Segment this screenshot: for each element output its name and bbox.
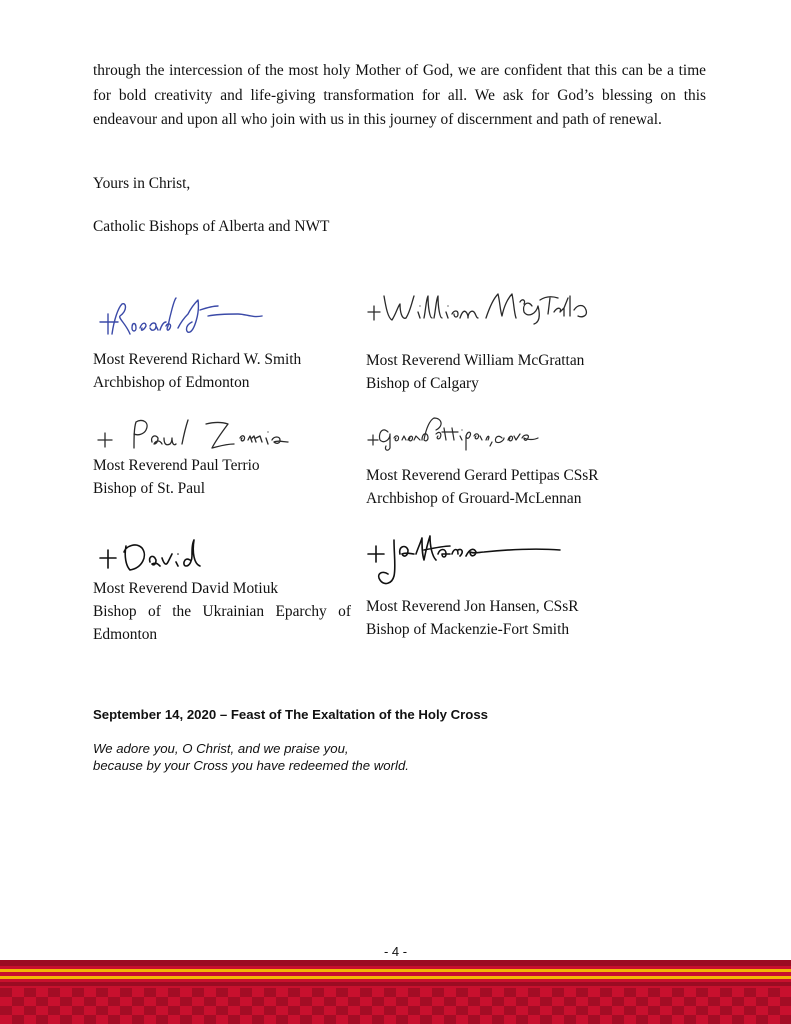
- footer-pattern-block: [660, 1015, 672, 1024]
- footer-pattern-block: [468, 997, 480, 1006]
- footer-pattern-block: [648, 1006, 660, 1015]
- signature-gerard-pettipas: [364, 412, 554, 454]
- footer-pattern-block: [444, 997, 456, 1006]
- feast-date: September 14, 2020 – Feast of The Exaltation of the Holy Cross: [93, 707, 489, 722]
- footer-pattern-block: [576, 1006, 588, 1015]
- signatory-name: Most Reverend Paul Terrio: [93, 457, 260, 474]
- footer-pattern-block: [108, 997, 120, 1006]
- footer-pattern-block: [336, 988, 348, 997]
- footer-pattern-block: [240, 988, 252, 997]
- footer-pattern-block: [216, 1006, 228, 1015]
- footer-block-pattern: [0, 988, 791, 1024]
- footer-pattern-block: [348, 997, 360, 1006]
- footer-pattern-block: [540, 997, 552, 1006]
- footer-pattern-block: [36, 997, 48, 1006]
- footer-pattern-block: [60, 997, 72, 1006]
- footer-pattern-block: [516, 997, 528, 1006]
- signatory-name: Most Reverend Richard W. Smith: [93, 351, 302, 368]
- footer-pattern-block: [600, 1006, 612, 1015]
- footer-pattern-block: [180, 997, 192, 1006]
- footer-pattern-block: [84, 997, 96, 1006]
- footer-pattern-block: [528, 988, 540, 997]
- footer-pattern-block: [300, 997, 312, 1006]
- footer-pattern-block: [672, 1006, 684, 1015]
- footer-pattern-block: [516, 1015, 528, 1024]
- footer-pattern-block: [228, 1015, 240, 1024]
- footer-pattern-block: [708, 1015, 720, 1024]
- footer-pattern-block: [288, 988, 300, 997]
- footer-pattern-block: [372, 997, 384, 1006]
- footer-pattern-block: [636, 1015, 648, 1024]
- footer-pattern-block: [252, 997, 264, 1006]
- footer-pattern-block: [384, 1006, 396, 1015]
- footer-pattern-block: [312, 1006, 324, 1015]
- prayer-line-1: We adore you, O Christ, and we praise you,: [93, 741, 349, 756]
- prayer-line-2: because by your Cross you have redeemed the world.: [93, 758, 409, 773]
- footer-pattern-block: [600, 988, 612, 997]
- footer-pattern-block: [12, 997, 24, 1006]
- footer-pattern-block: [132, 997, 144, 1006]
- footer-pattern-block: [780, 1015, 791, 1024]
- signatory-title: Bishop of Mackenzie-Fort Smith: [366, 621, 570, 638]
- footer-pattern-block: [156, 997, 168, 1006]
- footer-pattern-block: [768, 1006, 780, 1015]
- footer-pattern-block: [60, 1015, 72, 1024]
- closing-paragraph: through the intercession of the most holy Mother of God, we are confident that this can be a time for bold creativity and life-giving transformation for all. We ask for God’s blessing on this endeavour and upon all who join with us in this journey of discernment and path of renewal.: [93, 62, 706, 128]
- signatory-name: Most Reverend David Motiuk: [93, 580, 279, 597]
- footer-pattern-block: [744, 988, 756, 997]
- footer-pattern-block: [204, 1015, 216, 1024]
- footer-pattern-block: [432, 1006, 444, 1015]
- footer-pattern-block: [156, 1015, 168, 1024]
- footer-pattern-block: [192, 1006, 204, 1015]
- footer-pattern-block: [276, 1015, 288, 1024]
- footer-pattern-block: [636, 997, 648, 1006]
- footer-pattern-block: [588, 997, 600, 1006]
- footer-pattern-block: [312, 988, 324, 997]
- footer-pattern-block: [420, 997, 432, 1006]
- signature-william-mcgrattan: [364, 284, 604, 334]
- signature-jon-hansen: [364, 530, 574, 590]
- page-number: - 4 -: [383, 944, 408, 959]
- footer-pattern-block: [384, 988, 396, 997]
- footer-pattern-block: [300, 1015, 312, 1024]
- footer-pattern-block: [0, 988, 12, 997]
- signatory-name: Most Reverend Jon Hansen, CSsR: [366, 598, 579, 615]
- signatory-title: Bishop of the Ukrainian Eparchy of: [93, 603, 351, 620]
- footer-pattern-block: [216, 988, 228, 997]
- footer-pattern-block: [708, 997, 720, 1006]
- footer-pattern-block: [264, 1006, 276, 1015]
- footer-stripe-dark: [0, 960, 791, 966]
- footer-pattern-block: [360, 1006, 372, 1015]
- footer-pattern-block: [168, 988, 180, 997]
- footer-pattern-block: [504, 1006, 516, 1015]
- footer-pattern-block: [552, 1006, 564, 1015]
- footer-pattern-block: [36, 1015, 48, 1024]
- footer-pattern-block: [756, 1015, 768, 1024]
- signatory-block-1: [93, 348, 301, 394]
- signatory-block-2: [366, 349, 584, 395]
- footer-pattern-block: [756, 997, 768, 1006]
- footer-pattern-block: [48, 988, 60, 997]
- footer-pattern-block: [228, 997, 240, 1006]
- footer-pattern-block: [324, 1015, 336, 1024]
- footer-pattern-block: [696, 1006, 708, 1015]
- footer-pattern-block: [612, 1015, 624, 1024]
- footer-pattern-block: [420, 1015, 432, 1024]
- footer-pattern-block: [252, 1015, 264, 1024]
- signature-richard-smith: [96, 290, 276, 346]
- footer-pattern-block: [192, 988, 204, 997]
- signatory-title-continued: Edmonton: [93, 626, 158, 643]
- footer-pattern-block: [72, 1006, 84, 1015]
- footer-pattern-block: [480, 1006, 492, 1015]
- footer-pattern-block: [552, 988, 564, 997]
- footer-pattern-block: [744, 1006, 756, 1015]
- footer-pattern-block: [408, 988, 420, 997]
- footer-pattern-block: [108, 1015, 120, 1024]
- signature-paul-terrio: [94, 414, 304, 454]
- footer-pattern-block: [624, 988, 636, 997]
- footer-pattern-block: [168, 1006, 180, 1015]
- signing-body: Catholic Bishops of Alberta and NWT: [93, 218, 330, 235]
- footer-pattern-block: [288, 1006, 300, 1015]
- footer-pattern-block: [0, 1006, 12, 1015]
- signatory-title: Archbishop of Grouard-McLennan: [366, 490, 582, 507]
- footer-pattern-block: [612, 997, 624, 1006]
- footer-pattern-block: [444, 1015, 456, 1024]
- footer-pattern-block: [456, 1006, 468, 1015]
- footer-pattern-block: [624, 1006, 636, 1015]
- footer-pattern-block: [504, 988, 516, 997]
- footer-pattern-block: [408, 1006, 420, 1015]
- signatory-block-5: [93, 577, 351, 646]
- footer-pattern-block: [12, 1015, 24, 1024]
- signatory-block-6: [366, 595, 578, 641]
- footer-stripe-yellow: [0, 969, 791, 972]
- footer-pattern-block: [564, 1015, 576, 1024]
- footer-pattern-block: [660, 997, 672, 1006]
- signatory-block-4: [366, 464, 599, 510]
- footer-pattern-block: [96, 988, 108, 997]
- signature-david-motiuk: [96, 536, 216, 576]
- footer-pattern-block: [24, 988, 36, 997]
- footer-pattern-block: [492, 997, 504, 1006]
- footer-stripe-yellow: [0, 976, 791, 979]
- footer-pattern-block: [180, 1015, 192, 1024]
- footer-pattern-block: [720, 1006, 732, 1015]
- signatory-block-3: [93, 454, 260, 500]
- footer-pattern-block: [348, 1015, 360, 1024]
- signatory-title: Archbishop of Edmonton: [93, 374, 250, 391]
- footer-pattern-block: [120, 1006, 132, 1015]
- footer-pattern-block: [672, 988, 684, 997]
- footer-pattern-block: [324, 997, 336, 1006]
- footer-pattern-block: [84, 1015, 96, 1024]
- footer-pattern-block: [648, 988, 660, 997]
- closing-prayer: [93, 740, 409, 774]
- footer-pattern-block: [768, 988, 780, 997]
- footer-pattern-block: [480, 988, 492, 997]
- footer-pattern-block: [396, 997, 408, 1006]
- footer-pattern-block: [96, 1006, 108, 1015]
- footer-pattern-block: [780, 997, 791, 1006]
- decorative-footer-band: [0, 960, 791, 1024]
- footer-pattern-block: [120, 988, 132, 997]
- footer-pattern-block: [468, 1015, 480, 1024]
- footer-pattern-block: [696, 988, 708, 997]
- footer-pattern-block: [264, 988, 276, 997]
- footer-pattern-block: [492, 1015, 504, 1024]
- footer-pattern-block: [732, 1015, 744, 1024]
- signatory-name: Most Reverend Gerard Pettipas CSsR: [366, 467, 599, 484]
- valediction: Yours in Christ,: [93, 175, 191, 192]
- footer-pattern-block: [456, 988, 468, 997]
- signatory-title: Bishop of St. Paul: [93, 480, 206, 497]
- footer-pattern-block: [576, 988, 588, 997]
- footer-pattern-block: [564, 997, 576, 1006]
- signatory-title: Bishop of Calgary: [366, 375, 479, 392]
- footer-pattern-block: [540, 1015, 552, 1024]
- footer-pattern-block: [360, 988, 372, 997]
- footer-pattern-block: [588, 1015, 600, 1024]
- footer-pattern-block: [720, 988, 732, 997]
- footer-pattern-block: [396, 1015, 408, 1024]
- signatory-name: Most Reverend William McGrattan: [366, 352, 585, 369]
- footer-pattern-block: [24, 1006, 36, 1015]
- footer-pattern-block: [432, 988, 444, 997]
- footer-pattern-block: [72, 988, 84, 997]
- footer-stripe-dark: [0, 982, 791, 986]
- footer-pattern-block: [684, 1015, 696, 1024]
- footer-pattern-block: [132, 1015, 144, 1024]
- footer-pattern-block: [48, 1006, 60, 1015]
- footer-pattern-block: [276, 997, 288, 1006]
- footer-pattern-block: [684, 997, 696, 1006]
- footer-pattern-block: [528, 1006, 540, 1015]
- footer-pattern-block: [372, 1015, 384, 1024]
- footer-pattern-block: [336, 1006, 348, 1015]
- footer-pattern-block: [204, 997, 216, 1006]
- footer-pattern-block: [144, 1006, 156, 1015]
- footer-pattern-block: [732, 997, 744, 1006]
- footer-pattern-block: [240, 1006, 252, 1015]
- footer-pattern-block: [144, 988, 156, 997]
